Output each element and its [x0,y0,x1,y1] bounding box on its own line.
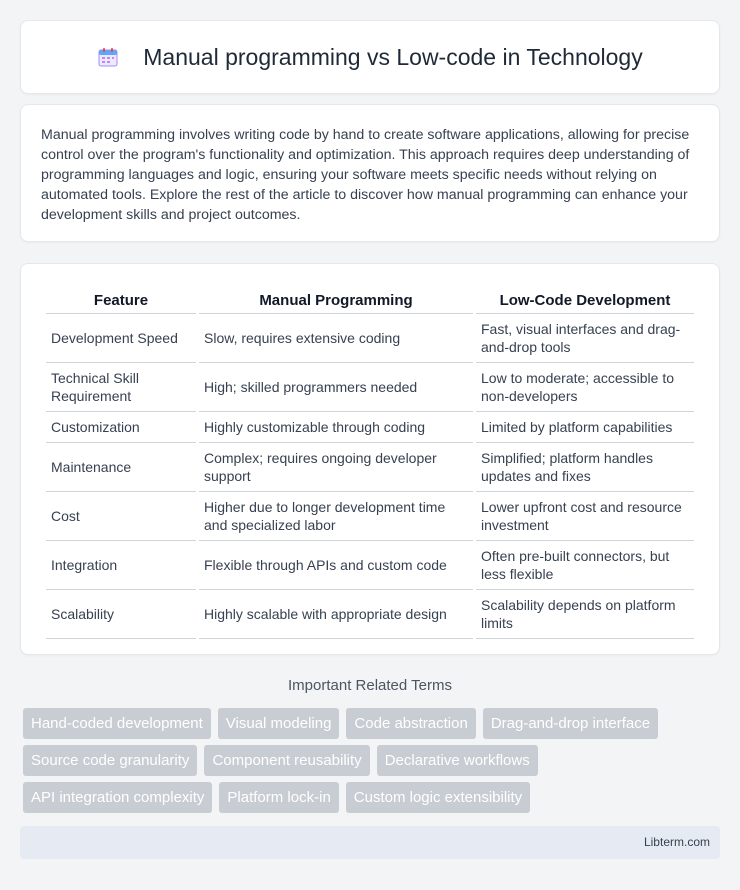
tag-visual-modeling[interactable]: Visual modeling [218,708,340,739]
calendar-icon [97,46,119,68]
table-cell: Slow, requires extensive coding [199,314,473,363]
tag-source-code-granularity[interactable]: Source code granularity [23,745,197,776]
table-cell: Fast, visual interfaces and drag-and-drop tools [476,314,694,363]
table-row [46,314,694,363]
footer-site-link[interactable]: Libterm.com [643,835,710,849]
table-row [46,492,694,541]
table-cell: Cost [46,492,196,541]
table-row [46,443,694,492]
tag-code-abstraction[interactable]: Code abstraction [346,708,475,739]
table-row [46,590,694,639]
page-title: Manual programming vs Low-code in Technology [143,43,643,70]
header-manual-programming: Manual Programming [199,284,473,314]
comparison-table-card [20,263,720,655]
table-cell: Integration [46,541,196,590]
tag-row [23,745,723,776]
intro-card [20,104,720,242]
table-cell: Lower upfront cost and resource investment [476,492,694,541]
title-card [20,20,720,94]
table-cell: Flexible through APIs and custom code [199,541,473,590]
table-cell: Higher due to longer development time and specialized labor [199,492,473,541]
header-feature: Feature [46,284,196,314]
table-cell: Technical Skill Requirement [46,363,196,412]
table-header-row [46,284,694,314]
tag-declarative-workflows[interactable]: Declarative workflows [377,745,538,776]
related-terms [23,708,723,819]
tag-custom-logic-extensibility[interactable]: Custom logic extensibility [346,782,530,813]
tag-row [23,782,723,813]
header-low-code-development: Low-Code Development [476,284,694,314]
table-cell: Simplified; platform handles updates and fixes [476,443,694,492]
tag-api-integration-complexity[interactable]: API integration complexity [23,782,212,813]
table-row [46,363,694,412]
table-cell: Low to moderate; accessible to non-developers [476,363,694,412]
tag-drag-and-drop-interface[interactable]: Drag-and-drop interface [483,708,658,739]
footer [20,826,720,859]
table-cell: Customization [46,412,196,443]
table-cell: Scalability depends on platform limits [476,590,694,639]
table-cell: Often pre-built connectors, but less flexible [476,541,694,590]
tag-platform-lock-in[interactable]: Platform lock-in [219,782,338,813]
tag-row [23,708,723,739]
table-cell: Highly customizable through coding [199,412,473,443]
table-row [46,541,694,590]
related-terms-title: Important Related Terms [288,677,452,694]
intro-text: Manual programming involves writing code by hand to create software applications, allowing for precise control over the program's functionality and optimization. This approach requires deep understanding of programming languages and logic, ensuring your software meets specific needs without relying on automated tools. Explore the rest of the article to discover how manual programming can enhance your development skills and project outcomes. [41,127,690,223]
table-row [46,412,694,443]
table-cell: Maintenance [46,443,196,492]
table-cell: Development Speed [46,314,196,363]
comparison-table [43,284,697,639]
table-cell: Limited by platform capabilities [476,412,694,443]
tag-hand-coded-development[interactable]: Hand-coded development [23,708,211,739]
table-cell: Scalability [46,590,196,639]
table-cell: Highly scalable with appropriate design [199,590,473,639]
tag-component-reusability[interactable]: Component reusability [204,745,369,776]
table-cell: Complex; requires ongoing developer support [199,443,473,492]
table-cell: High; skilled programmers needed [199,363,473,412]
